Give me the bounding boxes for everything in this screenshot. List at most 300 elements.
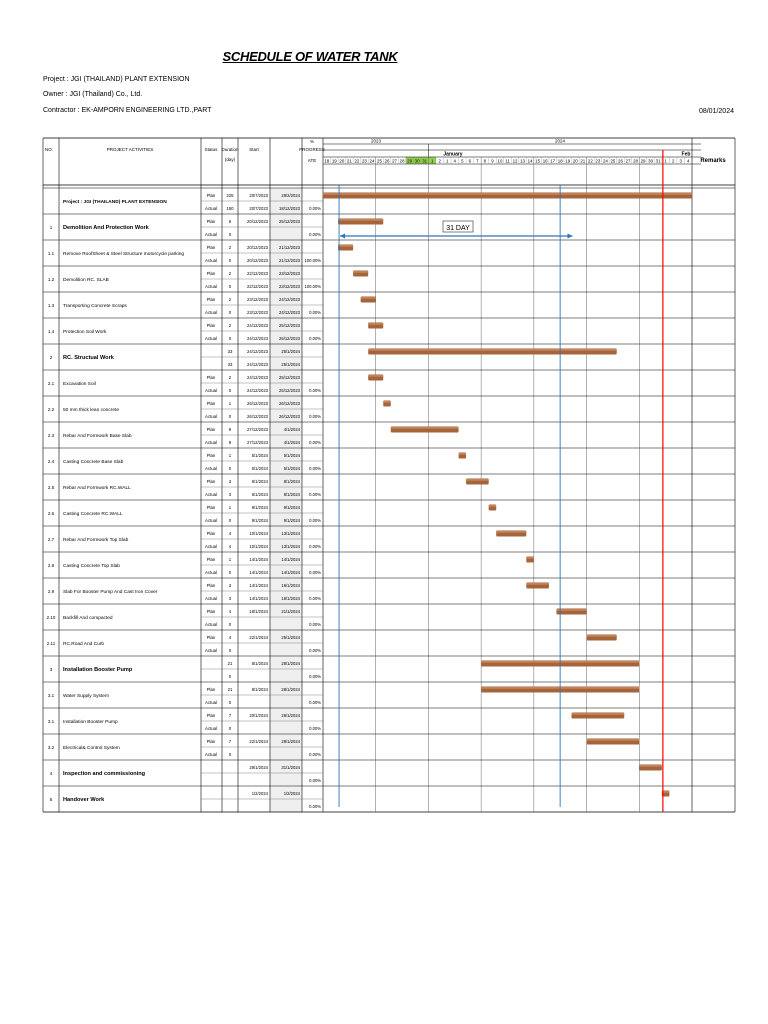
plan-start: 14/1/2024 [249,583,268,588]
day-label: 18 [557,158,563,164]
actual-duration: 0 [228,752,232,757]
plan-start: 29/1/2024 [249,765,268,770]
actual-duration: 0 [228,570,232,575]
plan-status: Plan [206,375,216,380]
row-number: 1.3 [47,303,55,308]
actual-duration: 33 [227,362,233,367]
plan-start: 26/12/2023 [247,401,268,406]
plan-bar-highlight [368,375,383,376]
plan-finish: 8/1/2024 [283,479,300,484]
progress-value: 0.00% [309,518,321,523]
row-number: 3 [49,667,53,672]
header-remarks: Remarks [700,158,726,164]
plan-bar-highlight [323,193,692,194]
day-label: 8 [483,158,487,164]
actual-status: Actual [205,284,217,289]
row-number: 1 [49,225,53,230]
day-label: 28 [399,158,405,164]
plan-finish: 4/1/2024 [283,427,300,432]
plan-start: 23/12/2023 [247,297,268,302]
plan-finish: 16/1/2024 [281,583,300,588]
plan-start: 5/1/2024 [251,453,268,458]
actual-start: 24/12/2023 [247,336,268,341]
actual-duration: 0 [228,258,232,263]
plan-duration: 2 [228,375,232,380]
plan-status: Plan [206,583,216,588]
actual-status: Actual [205,570,217,575]
activity-name: Installation Booster Pump [63,720,118,725]
actual-finish: 4/1/2024 [283,440,300,445]
row-number: 3.1 [47,693,55,698]
plan-start: 18/1/2024 [249,609,268,614]
plan-finish: 14/1/2024 [281,557,300,562]
plan-bar-highlight [587,739,640,740]
activity-name: Transporting Concrete Scraps [63,304,127,309]
plan-status: Plan [206,245,216,250]
plan-finish: 24/12/2023 [279,297,300,302]
actual-duration: 0 [228,232,232,237]
activity-name: Rebar And Formwork RC.WALL [63,486,131,491]
actual-status: Actual [205,310,217,315]
progress-value: 0.00% [309,674,321,679]
plan-start: 22/1/2024 [249,739,268,744]
plan-duration: 1 [228,505,232,510]
activity-name: RC.Road And Curb [63,642,105,647]
actual-start: 27/12/2023 [247,440,268,445]
row-number: 4 [49,771,53,776]
day-label: 25 [610,158,616,164]
activity-name: Excavation Soil [63,382,96,387]
actual-start: 9/1/2024 [251,518,268,523]
day-label: 12 [512,158,518,164]
plan-bar-highlight [466,479,489,480]
progress-value: 100.00% [304,284,321,289]
plan-start: 22/12/2023 [247,271,268,276]
day-label: 14 [527,158,533,164]
actual-duration: 3 [228,596,232,601]
plan-start: 8/1/2024 [251,687,268,692]
row-number: 2.9 [47,589,55,594]
plan-status: Plan [206,739,216,744]
owner-label: Owner : JGI (Thailand) Co., Ltd. [43,91,143,98]
day-label: 26 [384,158,390,164]
plan-bar-highlight [391,427,459,428]
activity-name: Demolition And Protection Work [63,225,149,231]
activity-name: Casting Concrete Top Slab [63,564,120,569]
actual-start: 20/12/2023 [247,258,268,263]
row-number: 2.11 [46,641,56,646]
plan-duration: 2 [228,271,232,276]
row-number: 5 [49,797,53,802]
plan-status: Plan [206,635,216,640]
day-label: 31 [655,158,661,164]
plan-finish: 23/12/2023 [279,271,300,276]
plan-finish: 28/1/2024 [281,739,300,744]
plan-status: Plan [206,427,216,432]
progress-value: 0.00% [309,596,321,601]
plan-bar-highlight [338,219,383,220]
plan-bar-highlight [587,635,617,636]
row-number: 1.1 [47,251,55,256]
header-progress: PROGRESS [299,147,325,152]
plan-status: Plan [206,687,216,692]
plan-bar-highlight [572,713,625,714]
row-number: 2.8 [47,563,55,568]
plan-bar-highlight [459,453,467,454]
actual-finish: 13/1/2024 [281,544,300,549]
page-title: SCHEDULE OF WATER TANK [222,49,398,64]
actual-status: Actual [205,232,217,237]
actual-finish: 25/1/2024 [281,362,300,367]
actual-finish: 18/12/2023 [279,206,300,211]
plan-status: Plan [206,531,216,536]
plan-start: 6/1/2024 [251,479,268,484]
progress-value: 0.00% [309,388,321,393]
activity-name: Rebar And Formwork Base Slab [63,434,132,439]
plan-status: Plan [206,193,216,198]
activity-name: Handover Work [63,797,105,803]
progress-value: 100.00% [304,258,321,263]
row-number: 2.1 [47,381,55,386]
header-activities: PROJECT ACTIVITIES [106,147,154,152]
plan-finish: 1/2/2024 [283,791,300,796]
activity-name: Water Supply System [63,694,109,699]
day-label: 20 [339,158,345,164]
actual-status: Actual [205,414,217,419]
row-number: 2.3 [47,433,55,438]
day-label: 9 [491,158,494,164]
plan-start: 9/1/2024 [251,505,268,510]
actual-finish: 21/12/2023 [279,258,300,263]
day-label: 1 [664,158,667,164]
header-start: Start [249,147,259,152]
plan-status: Plan [206,609,216,614]
plan-finish: 13/1/2024 [281,531,300,536]
day-label: 24 [602,158,608,164]
actual-status: Actual [205,258,217,263]
day-label: 15 [535,158,541,164]
plan-start: 8/1/2024 [251,661,268,666]
activity-name: Inspection and commissioning [63,771,146,777]
plan-status: Plan [206,505,216,510]
day-label: 25 [377,158,382,164]
actual-finish: 5/1/2024 [283,466,300,471]
plan-start: 1/2/2024 [251,791,268,796]
plan-duration: 9 [228,427,232,432]
plan-finish: 25/1/2024 [281,349,300,354]
day-label: 4 [453,158,457,164]
day-label: 22 [587,158,593,164]
header-status: Status [204,147,218,152]
actual-duration: 0 [228,414,232,419]
actual-status: Actual [205,700,217,705]
duration-arrow-left-head [340,234,345,239]
plan-finish: 28/1/2024 [281,661,300,666]
day-label: 23 [361,158,367,164]
day-label: 21 [580,158,586,164]
header-duration-unit: (day) [224,157,236,162]
actual-status: Actual [205,440,217,445]
day-label: 27 [392,158,397,164]
day-label: 4 [687,158,690,164]
actual-status: Actual [205,388,217,393]
actual-duration: 0 [228,466,232,471]
actual-status: Actual [205,648,217,653]
actual-duration: 3 [228,492,232,497]
actual-finish: 25/12/2023 [279,388,300,393]
day-label: 20 [572,158,578,164]
plan-duration: 1 [228,401,232,406]
progress-value: 0.00% [309,804,321,809]
row-number: 2.7 [47,537,55,542]
plan-bar-highlight [496,531,526,532]
row-number: 1.4 [47,329,55,334]
plan-start: 10/1/2024 [249,531,268,536]
day-label: 7 [476,158,479,164]
actual-finish: 8/1/2024 [283,492,300,497]
plan-status: Plan [206,453,216,458]
row-number: 2.2 [47,407,55,412]
plan-status: Plan [206,297,216,302]
duration-arrow-right-head [568,234,573,239]
row-number: 3.2 [47,745,55,750]
day-label: 11 [505,158,510,164]
progress-value: 0.00% [309,336,321,341]
actual-start: 24/12/2023 [247,362,268,367]
progress-value: 0.00% [309,726,321,731]
header-progress-rate: ATE [307,158,317,163]
actual-finish: 9/1/2024 [283,518,300,523]
plan-start: 24/12/2023 [247,375,268,380]
day-label: 13 [520,158,526,164]
day-label: 24 [369,158,375,164]
plan-finish: 31/1/2024 [281,765,300,770]
plan-start: 24/12/2023 [247,323,268,328]
actual-status: Actual [205,492,217,497]
contractor-label: Contractor : EK-AMPORN ENGINEERING LTD.,PART [43,107,212,114]
day-label: 27 [625,158,631,164]
plan-status: Plan [206,323,216,328]
actual-start: 20/7/2023 [249,206,268,211]
actual-finish: 23/12/2023 [279,284,300,289]
plan-status: Plan [206,713,216,718]
plan-finish: 25/1/2024 [281,635,300,640]
activity-name: Protection Soil Work [63,330,107,335]
actual-status: Actual [205,544,217,549]
activity-name: Remove RoofSheet & Steel Structure motorcycle parking [63,252,185,257]
actual-finish: 26/12/2023 [279,414,300,419]
plan-finish: 5/1/2024 [283,453,300,458]
plan-duration: 1 [228,453,232,458]
progress-value: 0.00% [309,752,321,757]
plan-start: 20/12/2023 [247,219,268,224]
plan-start: 22/1/2024 [249,635,268,640]
plan-duration: 4 [228,531,232,536]
plan-duration: 3 [228,479,232,484]
progress-value: 0.00% [309,232,321,237]
plan-duration: 7 [228,713,232,718]
progress-value: 0.00% [309,440,321,445]
actual-status: Actual [205,206,217,211]
day-label: 1 [446,158,449,164]
plan-duration: 1 [228,557,232,562]
actual-start: 23/12/2023 [247,310,268,315]
actual-duration: 4 [228,544,232,549]
plan-finish: 25/12/2023 [279,323,300,328]
day-label: 18 [324,158,330,164]
activity-name: Rebar And Formwork Top Slab [63,538,129,543]
actual-status: Actual [205,466,217,471]
actual-duration: 0 [228,310,232,315]
progress-value: 0.00% [309,570,321,575]
actual-status: Actual [205,752,217,757]
plan-duration: 6 [228,219,232,224]
actual-duration: 0 [228,726,232,731]
actual-status: Actual [205,518,217,523]
plan-status: Plan [206,219,216,224]
project-label: Project : JGI (THAILAND) PLANT EXTENSION [43,76,190,83]
actual-start: 14/1/2024 [249,570,268,575]
row-number: 2.4 [47,459,55,464]
progress-value: 0.00% [309,544,321,549]
actual-finish: 24/12/2023 [279,310,300,315]
activity-name: Casting Concrete Base Slab [63,460,124,465]
activity-name: Installation Booster Pump [63,667,133,673]
actual-start: 10/1/2024 [249,544,268,549]
activity-name: RC. Structual Work [63,355,114,361]
report-date: 08/01/2024 [698,108,734,115]
progress-value: 0.00% [309,778,321,783]
day-label: 23 [595,158,601,164]
actual-start: 26/12/2023 [247,414,268,419]
year-label-2024: 2024 [554,138,566,144]
actual-duration: 0 [228,518,232,523]
actual-status: Actual [205,622,217,627]
activity-name: Electrical& Control System [63,746,120,751]
day-label: 19 [331,158,337,164]
plan-finish: 21/12/2023 [279,245,300,250]
header-duration: Duration [221,147,239,152]
actual-start: 5/1/2024 [251,466,268,471]
plan-bar-highlight [556,609,586,610]
plan-finish: 25/12/2023 [279,219,300,224]
plan-finish: 28/1/2024 [281,687,300,692]
activity-name: Demolition RC. SLAB [63,278,109,283]
actual-duration: 9 [228,440,232,445]
plan-duration: 21 [227,687,233,692]
actual-start: 22/12/2023 [247,284,268,289]
plan-start: 27/12/2023 [247,427,268,432]
plan-duration: 3 [228,583,232,588]
actual-finish: 25/12/2023 [279,336,300,341]
activity-name: Project : JGI (THAILAND) PLANT EXTENSION [63,200,167,205]
plan-duration: 4 [228,609,232,614]
day-label: 30 [648,158,654,164]
day-label: 29 [640,158,646,164]
plan-finish: 26/1/2024 [281,713,300,718]
actual-duration: 150 [226,206,234,211]
plan-finish: 9/1/2024 [283,505,300,510]
plan-bar-highlight [353,271,368,272]
duration-label: 31 DAY [446,225,470,232]
progress-value: 0.00% [309,466,321,471]
plan-duration: 4 [228,635,232,640]
plan-duration: 2 [228,297,232,302]
actual-duration: 0 [228,336,232,341]
plan-duration: 2 [228,323,232,328]
plan-duration: 33 [227,349,233,354]
row-number: 3.1 [47,719,55,724]
actual-duration: 0 [228,622,232,627]
actual-duration: 0 [228,700,232,705]
actual-status: Actual [205,336,217,341]
actual-start: 6/1/2024 [251,492,268,497]
plan-bar-highlight [526,557,534,558]
plan-duration: 2 [228,245,232,250]
row-number: 1.2 [47,277,55,282]
plan-start: 20/12/2023 [247,245,268,250]
plan-finish: 21/1/2024 [281,609,300,614]
day-label: 31 [422,158,428,164]
plan-start: 20/1/2024 [249,713,268,718]
progress-value: 0.00% [309,648,321,653]
year-label-2023: 2023 [370,138,382,144]
actual-duration: 0 [228,648,232,653]
actual-duration: 0 [228,388,232,393]
plan-bar-highlight [338,245,353,246]
row-number: 2.6 [47,511,55,516]
day-label: 21 [346,158,352,164]
plan-bar-highlight [383,401,391,402]
day-label: 6 [468,158,472,164]
row-number: 2.10 [46,615,56,620]
day-label: 29 [407,158,413,164]
actual-start: 14/1/2024 [249,596,268,601]
progress-value: 0.00% [309,414,321,419]
plan-duration: 7 [228,739,232,744]
header-progress-symbol: % [309,139,315,144]
day-label: 17 [550,158,556,164]
plan-duration: 225 [226,193,234,198]
activity-name: Slab For Booster Pump And Cast Iron Cover [63,590,158,595]
actual-status: Actual [205,726,217,731]
progress-value: 0.00% [309,622,321,627]
plan-bar-highlight [361,297,376,298]
actual-duration: 0 [228,284,232,289]
activity-name: 50 mm thick lean concrete [63,408,119,413]
plan-start: 14/1/2024 [249,557,268,562]
plan-status: Plan [206,557,216,562]
plan-bar-highlight [489,505,497,506]
plan-start: 20/7/2023 [249,193,268,198]
plan-status: Plan [206,479,216,484]
day-label: 19 [565,158,571,164]
month-label-january: January [443,151,463,158]
day-label: 22 [354,158,360,164]
actual-start: 24/12/2023 [247,388,268,393]
plan-bar-highlight [368,323,383,324]
day-label: 2 [438,158,441,164]
activity-name: Casting Concrete RC.WALL [63,512,123,517]
plan-start: 24/12/2023 [247,349,268,354]
day-label: 5 [461,158,464,164]
actual-finish: 14/1/2024 [281,570,300,575]
plan-bar-highlight [368,349,617,350]
plan-duration: 21 [227,661,233,666]
actual-status: Actual [205,596,217,601]
day-label: 26 [618,158,623,164]
day-label: 28 [633,158,638,164]
